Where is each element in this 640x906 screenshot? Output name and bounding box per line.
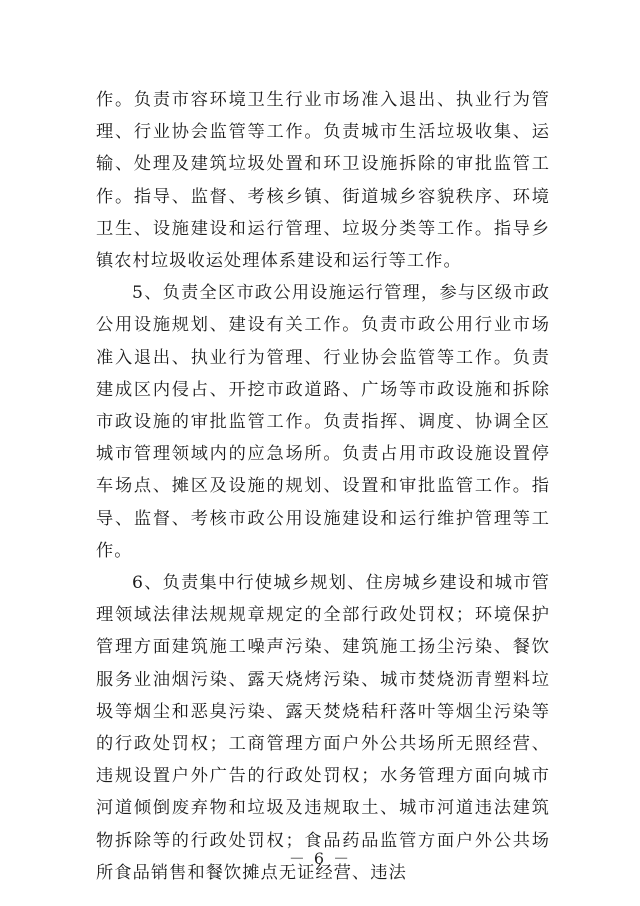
page-number: － 6 － [288,849,352,868]
paragraph-continuation: 作。负责市容环境卫生行业市场准入退出、执业行为管理、行业协会监管等工作。负责城市生活垃圾收集、运输、处理及建筑垃圾处置和环卫设施拆除的审批监管工作。指导、监督、考核乡镇、街道城乡容貌秩序、环境卫生、设施建设和运行管理、垃圾分类等工作。指导乡镇农村垃圾收运处理体系建设和运行等工作。 [96,90,550,272]
paragraph-item-5: 5、负责全区市政公用设施运行管理，参与区级市政公用设施规划、建设有关工作。负责市政公用行业市场准入退出、执业行为管理、行业协会监管等工作。负责建成区内侵占、开挖市政道路、广场等市政设施和拆除市政设施的审批监管工作。负责指挥、调度、协调全区城市管理领域内的应急场所。负责占用市政设施设置停车场点、摊区及设施的规划、设置和审批监管工作。指导、监督、考核市政公用设施建设和运行维护管理等工作。 [96,283,550,561]
body-text [96,84,550,889]
paragraph-item-6: 6、负责集中行使城乡规划、住房城乡建设和城市管理领域法律法规规章规定的全部行政处罚权；环境保护管理方面建筑施工噪声污染、建筑施工扬尘污染、餐饮服务业油烟污染、露天烧烤污染、城市焚烧沥青塑料垃圾等烟尘和恶臭污染、露天焚烧秸秆落叶等烟尘污染等的行政处罚权；工商管理方面户外公共场所无照经营、违规设置户外广告的行政处罚权；水务管理方面向城市河道倾倒废弃物和垃圾及违规取土、城市河道违法建筑物拆除等的行政处罚权；食品药品监管方面户外公共场所食品销售和餐饮摊点无证经营、违法 [96,573,550,883]
